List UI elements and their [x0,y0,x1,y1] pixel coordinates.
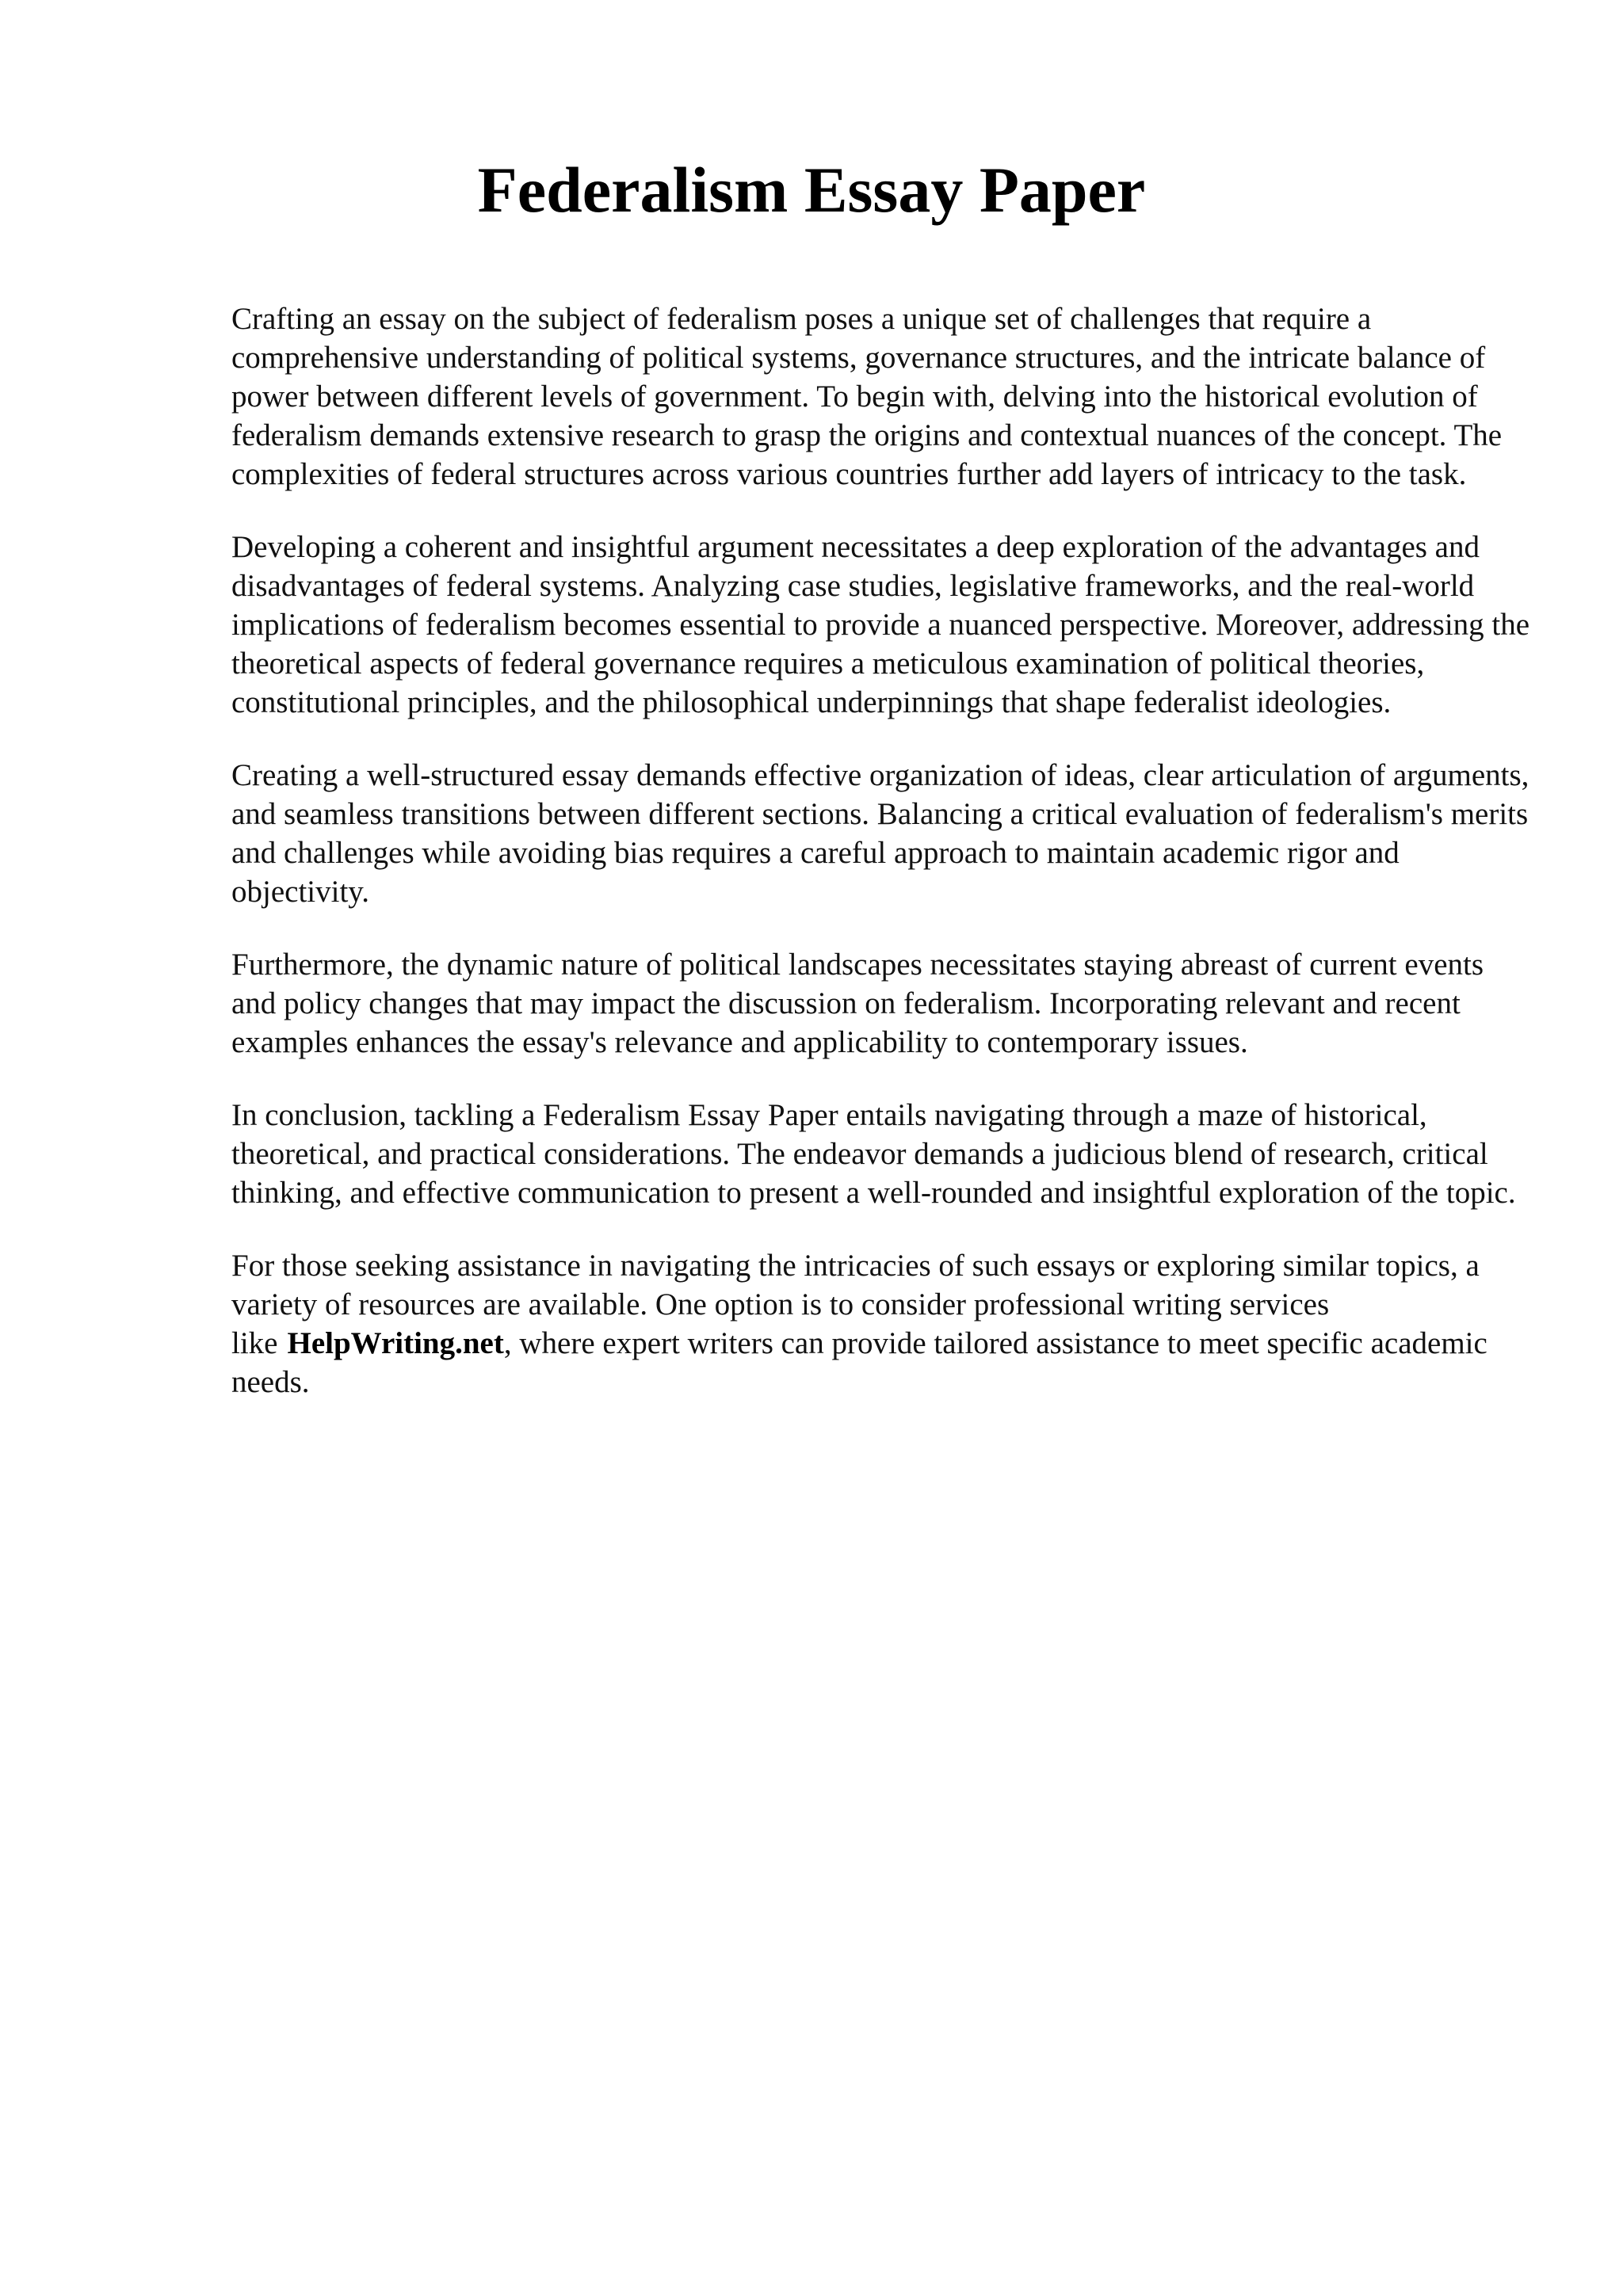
paragraph-6-outro: , where expert writers can provide tailored assistance to meet specific academic needs. [231,1326,1487,1399]
document-title: Federalism Essay Paper [477,154,1146,226]
paragraph-5: In conclusion, tackling a Federalism Essay Paper entails navigating through a maze of historical, theoretical, and practical considerations. The endeavor demands a judicious blend of research, critical thinking, and effective communication to present a well-rounded and insightful exploration of the topic. [231,1098,1516,1210]
paragraph-6-intro: For those seeking assistance in navigating the intricacies of such essays or exploring similar topics, a variety of resources are available. One option is to consider professional writing services like [231,1249,1480,1360]
document-body [231,299,1531,1436]
paragraph-6 [231,1246,1531,1402]
paragraph-2: Developing a coherent and insightful argument necessitates a deep exploration of the advantages and disadvantages of federal systems. Analyzing case studies, legislative frameworks, and the real-world implications of federalism becomes essential to provide a nuanced perspective. Moreover, addressing the theoretical aspects of federal governance requires a meticulous examination of political theories, constitutional principles, and the philosophical underpinnings that shape federalist ideologies. [231,530,1530,719]
helpwriting-link[interactable]: HelpWriting.net [287,1326,504,1360]
paragraph-3: Creating a well-structured essay demands effective organization of ideas, clear articulation of arguments, and seamless transitions between different sections. Balancing a critical evaluation of federalism's merits and challenges while avoiding bias requires a careful approach to maintain academic rigor and objectivity. [231,758,1529,909]
paragraph-4: Furthermore, the dynamic nature of political landscapes necessitates staying abreast of current events and policy changes that may impact the discussion on federalism. Incorporating relevant and recent examples enhances the essay's relevance and applicability to contemporary issues. [231,948,1484,1059]
paragraph-1: Crafting an essay on the subject of federalism poses a unique set of challenges that require a comprehensive understanding of political systems, governance structures, and the intricate balance of power between different levels of government. To begin with, delving into the historical evolution of federalism demands extensive research to grasp the origins and contextual nuances of the concept. The complexities of federal structures across various countries further add layers of intricacy to the task. [231,302,1503,491]
